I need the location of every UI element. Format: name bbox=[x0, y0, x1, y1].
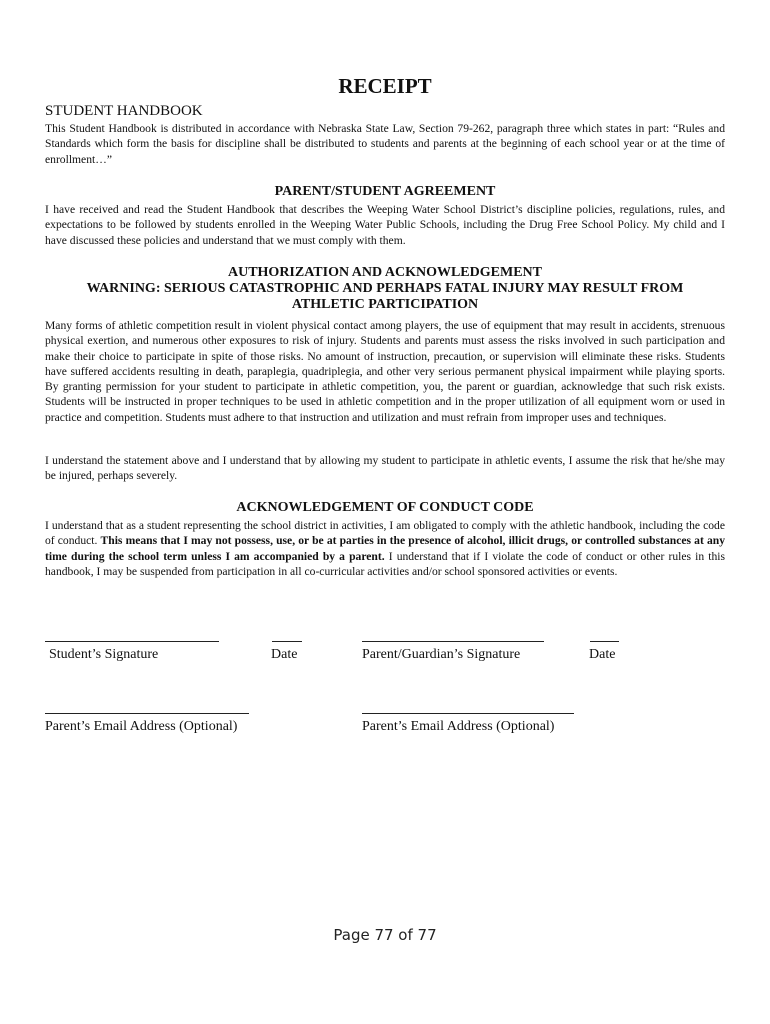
date-label-1: Date bbox=[271, 647, 298, 662]
student-handbook-subtitle: STUDENT HANDBOOK bbox=[45, 103, 203, 119]
parent-email-label-1: Parent’s Email Address (Optional) bbox=[45, 719, 238, 734]
conduct-heading: ACKNOWLEDGEMENT OF CONDUCT CODE bbox=[236, 500, 534, 515]
authorization-heading-line1: AUTHORIZATION AND ACKNOWLEDGEMENT bbox=[227, 265, 542, 280]
conduct-paragraph bbox=[45, 518, 725, 579]
parent-signature-label: Parent/Guardian’s Signature bbox=[362, 647, 521, 662]
student-signature-label: Student’s Signature bbox=[49, 647, 159, 662]
authorization-paragraph: Many forms of athletic competition result in violent physical contact among players, the use of equipment that may result in accidents, strenuous physical exertion, and numerous other exposures to risk of injury. Students and parents must assess the risks involved in such participation and make their choice to participate in spite of those risks. No amount of instruction, precaution, or supervision will eliminate these risks. Students have suffered accidents resulting in death, paraplegia, quadriplegia, and other very serious permanent physical impairment while playing sports. By granting permission for your student to participate in athletic competition, you, the parent or guardian, acknowledge that such risk exists. Students will be instructed in proper techniques to be used in athletic competition and in the proper utilization of all equipment worn or used in practice and competition. Students must adhere to that instruction and utilization and must refrain from improper uses and techniques. bbox=[45, 319, 725, 424]
student-date-line[interactable] bbox=[272, 641, 302, 642]
parent-email-line-1[interactable] bbox=[45, 713, 249, 714]
conduct-text-start: I understand that as a student representing the school district in activities, I am obligated to comply with the athletic handbook, including the code of conduct. bbox=[45, 519, 725, 548]
parent-date-line[interactable] bbox=[590, 641, 619, 642]
parent-email-label-2: Parent’s Email Address (Optional) bbox=[362, 719, 555, 734]
conduct-text-bold: This means that I may not possess, use, or be at parties in the presence of alcohol, illicit drugs, or controlled substances at any time during the school term unless I am accompanied by a parent. bbox=[45, 534, 725, 563]
student-signature-line[interactable] bbox=[45, 641, 219, 642]
risk-statement-paragraph: I understand the statement above and I understand that by allowing my student to participate in athletic events, I assume the risk that he/she may be injured, perhaps severely. bbox=[45, 454, 725, 483]
receipt-title: RECEIPT bbox=[338, 74, 432, 98]
agreement-paragraph: I have received and read the Student Handbook that describes the Weeping Water School District’s discipline policies, regulations, rules, and expectations to be followed by students enrolled in the Weeping Water Public Schools, including the Drug Free School Policy. My child and I have discussed these policies and understand that we must comply with them. bbox=[45, 203, 725, 247]
authorization-heading bbox=[45, 265, 725, 313]
parent-signature-line[interactable] bbox=[362, 641, 544, 642]
agreement-heading: PARENT/STUDENT AGREEMENT bbox=[274, 184, 496, 199]
authorization-heading-line2: WARNING: SERIOUS CATASTROPHIC AND PERHAPS FATAL INJURY MAY RESULT FROM bbox=[86, 281, 684, 296]
parent-email-line-2[interactable] bbox=[362, 713, 574, 714]
date-label-2: Date bbox=[589, 647, 616, 662]
page-number: Page 77 of 77 bbox=[333, 926, 437, 944]
conduct-text-end: I understand that if I violate the code of conduct or other rules in this handbook, I may be suspended from participation in all co-curricular activities and/or school sponsored activities or events. bbox=[45, 549, 726, 578]
authorization-heading-line3: ATHLETIC PARTICIPATION bbox=[291, 297, 479, 312]
intro-paragraph: This Student Handbook is distributed in accordance with Nebraska State Law, Section 79-262, paragraph three which states in part: “Rules and Standards which form the basis for discipline shall be distributed to students and parents at the beginning of each school year or at the time of enrollment…” bbox=[45, 122, 725, 166]
